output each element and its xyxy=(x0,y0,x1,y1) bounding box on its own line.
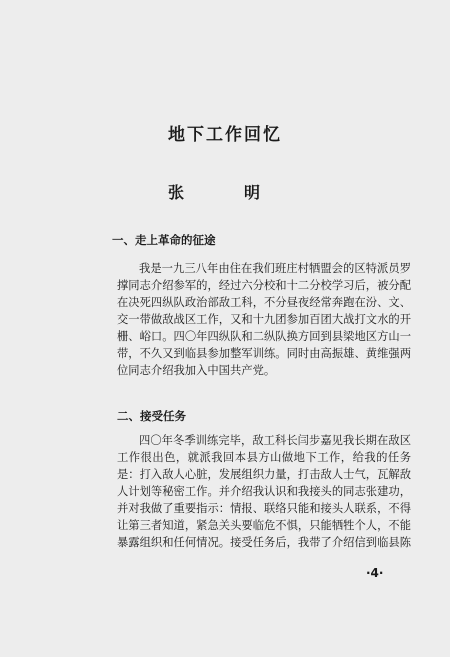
section-2-line-2: 工作很出色，就派我回本县方山做地下工作，给我的任务 xyxy=(117,451,411,464)
section-1-line-4: 交一带做敌战区工作，又和十九团参加百团大战打文水的开 xyxy=(117,313,411,326)
page-number: ·4· xyxy=(366,566,384,580)
section-2-line-7: 暴露组织和任何情况。接受任务后，我带了介绍信到临县陈 xyxy=(117,536,411,549)
section-heading-1: 一、走上革命的征途 xyxy=(112,233,216,247)
section-1-line-6: 带，不久又到临县参加整军训练。同时由高振雄、黄维强两 xyxy=(117,347,411,360)
section-1-line-2: 撑同志介绍参军的，经过六分校和十二分校学习后，被分配 xyxy=(117,279,411,292)
section-heading-2: 二、接受任务 xyxy=(117,409,186,423)
section-2-line-4: 人计划等秘密工作。并介绍我认识和我接头的同志张建功， xyxy=(117,485,411,498)
page-title: 地下工作回忆 xyxy=(168,125,282,145)
section-2-line-6: 让第三者知道，紧急关头要临危不惧，只能牺牲个人，不能 xyxy=(117,519,411,532)
section-2-line-5: 并对我做了重要指示：情报、联络只能和接头人联系，不得 xyxy=(117,502,411,515)
section-2-line-3: 是：打入敌人心脏，发展组织力量，打击敌人士气，瓦解敌 xyxy=(117,468,411,481)
section-2-line-1: 四〇年冬季训练完毕，敌工科长闫步嘉见我长期在敌区 xyxy=(139,434,411,447)
section-1-line-1: 我是一九三八年由住在我们班庄村牺盟会的区特派员罗 xyxy=(139,262,411,275)
author-name: 张 明 xyxy=(167,183,282,202)
section-1-line-3: 在决死四纵队政治部敌工科，不分昼夜经常奔跑在汾、文、 xyxy=(117,296,411,309)
section-1-line-7: 位同志介绍我加入中国共产党。 xyxy=(117,364,276,377)
section-1-line-5: 栅、峪口。四〇年四纵队和二纵队换方回到县梁地区方山一 xyxy=(117,330,411,343)
